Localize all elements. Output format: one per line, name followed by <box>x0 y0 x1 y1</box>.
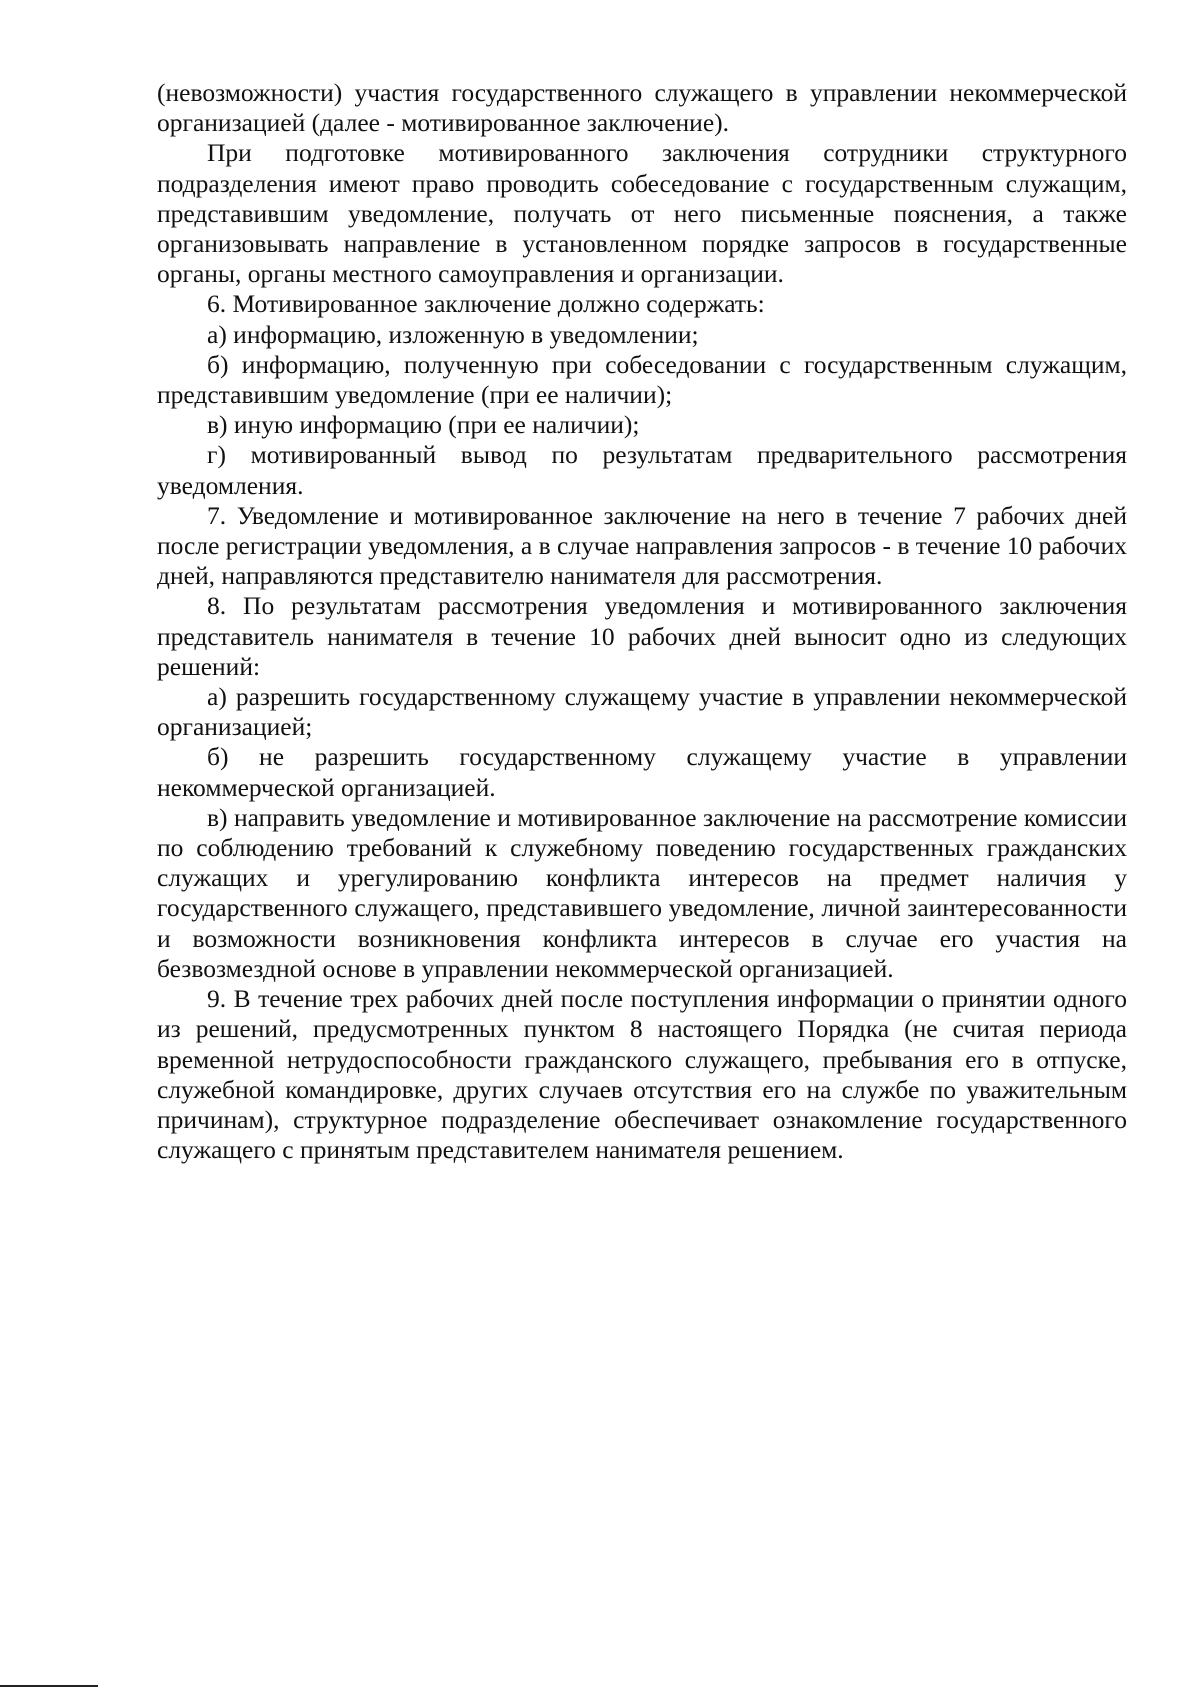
document-body <box>157 78 1127 1165</box>
paragraph-item-6a: а) информацию, изложенную в уведомлении; <box>207 319 699 349</box>
paragraph-item-6g: г) мотивированный вывод по результатам предварительного рассмотрения уведомления. <box>157 440 1127 500</box>
paragraph-item-9: 9. В течение трех рабочих дней после поступления информации о принятии одного из решений, предусмотренных пунктом 8 настоящего Порядка (не считая периода временной нетрудоспособности гражданского служащего, пребывания его в отпуске, служебной командировке, других случаев отсутствия его на службе по уважительным причинам), структурное подразделение обеспечивает ознакомление государственного служащего с принятым представителем нанимателя решением. <box>157 984 1127 1165</box>
paragraph-item-6b: б) информацию, полученную при собеседовании с государственным служащим, представившим уведомление (при ее наличии); <box>157 349 1127 410</box>
paragraph-continuation: (невозможности) участия государственного служащего в управлении некоммерческой организацией (далее - мотивированное заключение). <box>157 78 1127 138</box>
paragraph-item-6v: в) иную информацию (при ее наличии); <box>207 410 640 440</box>
paragraph-item-8v: в) направить уведомление и мотивированное заключение на рассмотрение комиссии по соблюдению требований к служебному поведению государственных гражданских служащих и урегулированию конфликта интересов на предмет наличия у государственного служащего, представившего уведомление, личной заинтересованности и возможности возникновения конфликта интересов в случае его участия на безвозмездной основе в управлении некоммерческой организацией. <box>157 802 1127 983</box>
paragraph-preparation-rights: При подготовке мотивированного заключения сотрудники структурного подразделения имеют право проводить собеседование с государственным служащим, представившим уведомление, получать от него письменные пояснения, а также организовывать направление в установленном порядке запросов в государственные органы, органы местного самоуправления и организации. <box>157 138 1127 289</box>
paragraph-item-8: 8. По результатам рассмотрения уведомления и мотивированного заключения представитель нанимателя в течение 10 рабочих дней выносит одно из следующих решений: <box>157 591 1127 681</box>
paragraph-item-6: 6. Мотивированное заключение должно содержать: <box>207 289 765 319</box>
footer-rule <box>0 1685 98 1687</box>
paragraph-item-8a: а) разрешить государственному служащему участие в управлении некоммерческой организацией; <box>157 682 1127 742</box>
paragraph-item-7: 7. Уведомление и мотивированное заключение на него в течение 7 рабочих дней после регистрации уведомления, а в случае направления запросов - в течение 10 рабочих дней, направляются представителю нанимателя для рассмотрения. <box>157 500 1127 591</box>
paragraph-item-8b: б) не разрешить государственному служащему участие в управлении некоммерческой организацией. <box>157 742 1127 802</box>
